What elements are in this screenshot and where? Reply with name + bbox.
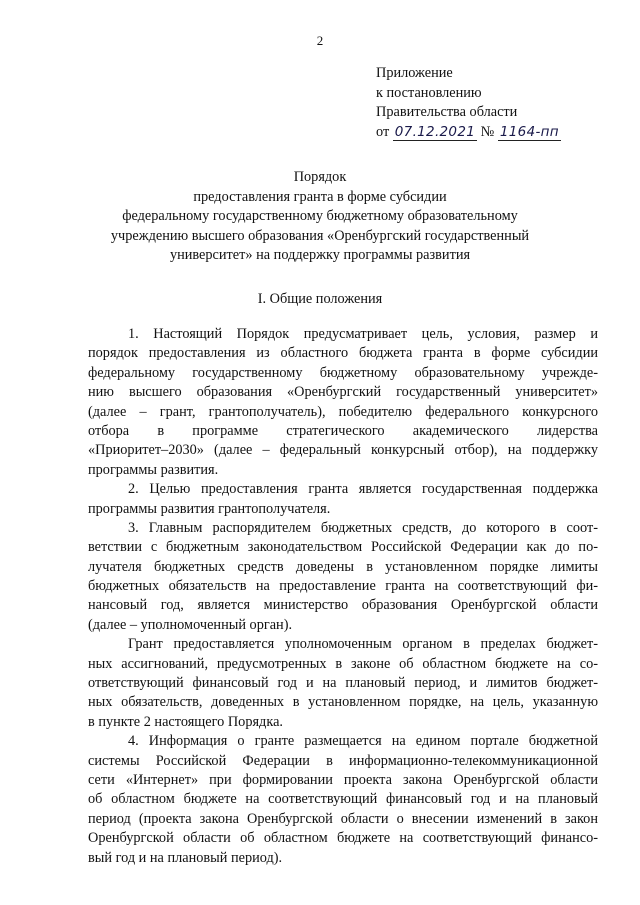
text-line: ответствующий финансовый год и на плановый период, и лимитов бюджет- [88, 675, 598, 692]
text-line: ных обязательств, доведенных в установленном порядке, на цель, указанную [88, 694, 598, 711]
text-line: программы развития. [88, 461, 219, 478]
appendix-date-line [376, 123, 561, 143]
text-line: нию высшего образования «Оренбургский государственный университет» [88, 384, 598, 401]
text-line: период (проекта закона Оренбургской области о внесении изменений в закон [88, 810, 598, 827]
appendix-line-2: к постановлению [376, 84, 482, 101]
text-line: вый год и на плановый период). [88, 849, 283, 866]
appendix-line-3: Правительства области [376, 104, 518, 120]
text-line: программы развития грантополучателя. [88, 500, 331, 517]
paragraph-2 [88, 480, 598, 519]
text-line: сети «Интернет» при формировании проекта закона Оренбургской области [88, 771, 598, 788]
document-title [110, 168, 530, 266]
text-line: нансовый год, является министерство образования Оренбургской области [88, 597, 598, 614]
text-line: федеральному государственному бюджетному образовательному учрежде- [88, 364, 598, 381]
paragraph-1 [88, 325, 598, 480]
title-line-5: университет» на поддержку программы развития [169, 247, 471, 263]
title-line-2: предоставления гранта в форме субсидии [193, 188, 447, 205]
text-line: об областном бюджете на соответствующий финансовый год и на плановый [88, 791, 598, 808]
text-line: Грант предоставляется уполномоченным органом в пределах бюджет- [128, 636, 598, 653]
text-line: (далее – грант, грантополучатель), победителю федерального конкурсного [88, 403, 598, 420]
appendix-block [376, 64, 561, 142]
text-line: 3. Главным распорядителем бюджетных средств, до которого в соот- [128, 519, 598, 536]
document-body [88, 325, 598, 868]
handwritten-date: 07.12.2021 [394, 123, 476, 140]
text-line: отбора в программе стратегического академического лидерства [88, 422, 598, 439]
handwritten-number: 1164-пп [499, 123, 559, 140]
text-line: ных ассигнований, предусмотренных в законе об областном бюджете на со- [88, 655, 598, 672]
text-line: порядок предоставления из областного бюджета гранта в форме субсидии [88, 345, 598, 362]
title-line-3: федеральному государственному бюджетному образовательному [122, 208, 518, 224]
section-heading: I. Общие положения [257, 291, 383, 307]
text-line: «Приоритет–2030» (далее – федеральный конкурсный отбор), на поддержку [88, 442, 598, 459]
text-line: 2. Целью предоставления гранта является государственная поддержка [128, 481, 598, 498]
paragraph-3 [88, 519, 598, 635]
page-number: 2 [316, 33, 324, 48]
text-line: 1. Настоящий Порядок предусматривает цель, условия, размер и [128, 326, 598, 342]
number-sign: № [480, 123, 495, 140]
text-line: лучателя бюджетных средств доведены в установленном порядке лимиты [88, 558, 598, 575]
paragraph-4 [88, 635, 598, 732]
text-line: ветствии с бюджетным законодательством Российской Федерации как до по- [88, 539, 598, 556]
text-line: в пункте 2 настоящего Порядка. [88, 713, 283, 730]
text-line: (далее – уполномоченный орган). [88, 616, 293, 633]
date-prefix: от [376, 123, 390, 140]
text-line: 4. Информация о гранте размещается на едином портале бюджетной [128, 733, 598, 750]
text-line: системы Российской Федерации в информационно-телекоммуникационной [88, 752, 598, 769]
text-line: Оренбургской области об областном бюджете на соответствующий финансо- [88, 830, 598, 847]
title-line-1: Порядок [293, 169, 347, 185]
appendix-line-1: Приложение [376, 65, 453, 81]
text-line: бюджетных обязательств на предоставление гранта на соответствующий фи- [88, 578, 598, 595]
title-line-4: учреждению высшего образования «Оренбургский государственный [110, 227, 530, 244]
paragraph-5 [88, 732, 598, 868]
